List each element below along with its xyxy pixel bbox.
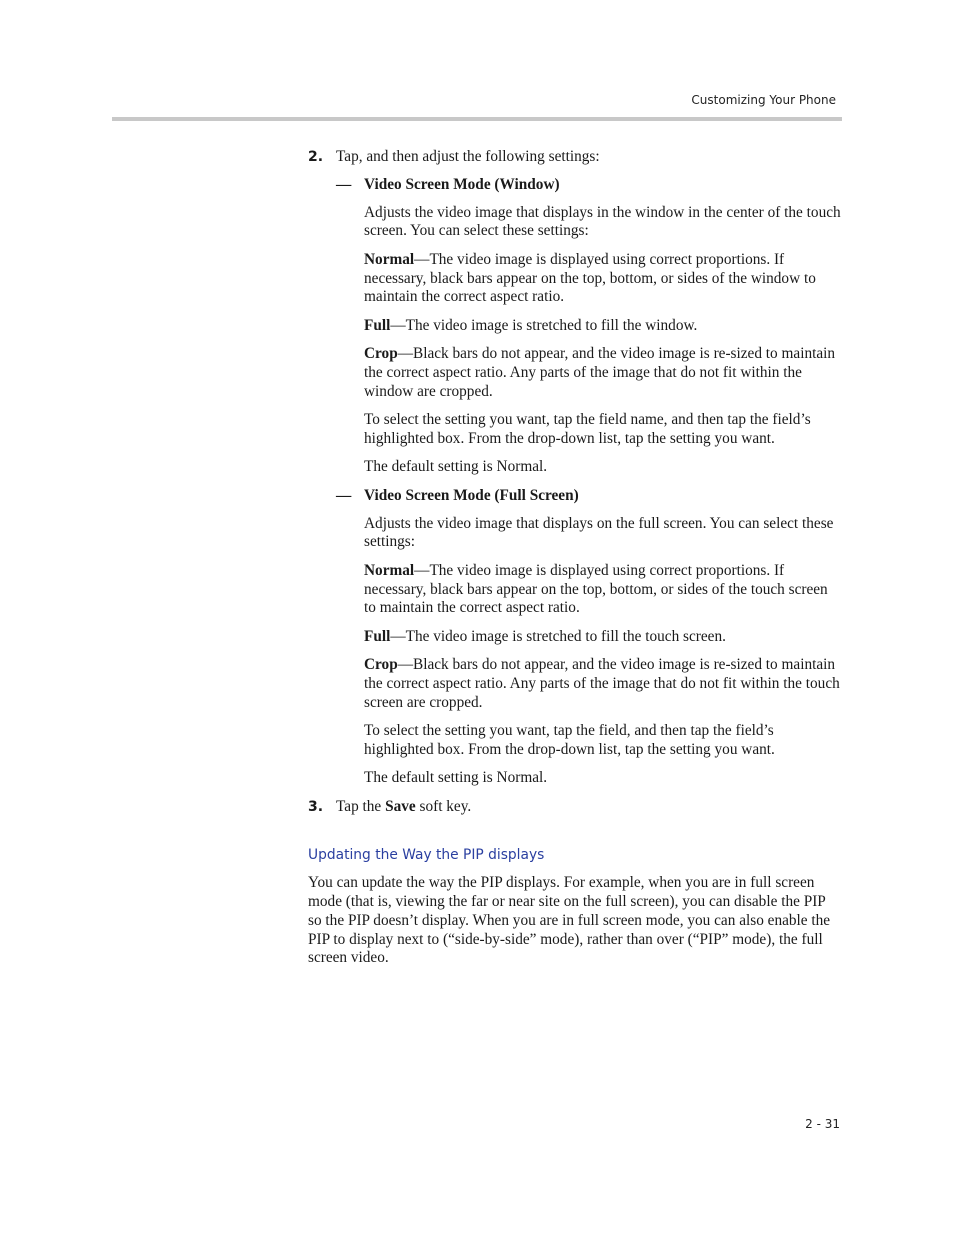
header-rule — [112, 117, 842, 121]
step-3 — [308, 798, 842, 817]
save-key-label: Save — [385, 797, 416, 815]
step-text-post: soft key. — [415, 797, 472, 815]
step-text-pre: Tap the — [336, 797, 386, 815]
window-normal — [364, 251, 842, 307]
fullscreen-intro: Adjusts the video image that displays on the full screen. You can select these settings: — [364, 514, 834, 551]
step-number: 2. — [308, 149, 324, 165]
fullscreen-select: To select the setting you want, tap the field, and then tap the field’s highlighted box. From the drop-down list, tap the setting you want. — [364, 722, 775, 758]
option-desc: —Black bars do not appear, and the video image is re-sized to maintain the correct aspect ratio. Any parts of the image that do not fit within the touch screen are cropped. — [364, 656, 840, 711]
window-full — [364, 317, 842, 336]
em-dash-bullet: — — [336, 486, 352, 504]
subsection-fullscreen — [336, 487, 842, 506]
main-content — [308, 148, 842, 968]
option-desc: —The video image is displayed using correct proportions. If necessary, black bars appear on the top, bottom, or sides of the touch screen to maintain the correct aspect ratio. — [364, 561, 828, 617]
step-2 — [308, 148, 842, 167]
option-desc: —Black bars do not appear, and the video image is re-sized to maintain the correct aspect ratio. Any parts of the image that do not fit within the window are cropped. — [364, 345, 836, 400]
window-crop — [364, 345, 842, 401]
running-header: Customizing Your Phone — [691, 93, 836, 107]
subsection-title: Video Screen Mode (Window) — [364, 175, 560, 193]
option-desc: —The video image is stretched to fill the touch screen. — [390, 627, 726, 645]
em-dash-bullet: — — [336, 175, 352, 193]
option-term: Full — [364, 627, 391, 645]
option-term: Normal — [364, 561, 415, 579]
step-text: Tap, and then adjust the following settings: — [336, 148, 600, 165]
subsection-title: Video Screen Mode (Full Screen) — [364, 486, 579, 504]
fullscreen-normal — [364, 562, 842, 618]
section-heading: Updating the Way the PIP displays — [308, 847, 545, 864]
page-number: 2 - 31 — [805, 1117, 840, 1131]
fullscreen-crop — [364, 656, 842, 712]
option-term: Crop — [364, 345, 398, 363]
section-body: You can update the way the PIP displays. For example, when you are in full screen mode (that is, viewing the far or near site on the full screen), you can disable the PIP so the PIP doesn’t display. When you are in full screen mode, you can also enable the PIP to display next to (“side-by-side” mode), rather than over (“PIP” mode), the full screen video. — [308, 874, 831, 967]
window-intro: Adjusts the video image that displays in the window in the center of the touch screen. You can select these settings: — [364, 203, 841, 240]
step-number: 3. — [308, 798, 324, 815]
option-desc: —The video image is displayed using correct proportions. If necessary, black bars appear on the top, bottom, or sides of the window to maintain the correct aspect ratio. — [364, 250, 816, 306]
option-desc: —The video image is stretched to fill the window. — [390, 316, 698, 334]
subsection-window — [336, 176, 842, 195]
option-term: Normal — [364, 250, 415, 268]
window-default: The default setting is Normal. — [364, 458, 548, 476]
fullscreen-full — [364, 628, 842, 647]
fullscreen-default: The default setting is Normal. — [364, 769, 548, 787]
option-term: Crop — [364, 656, 398, 674]
window-select: To select the setting you want, tap the field name, and then tap the field’s highlighted box. From the drop-down list, tap the setting you want. — [364, 411, 811, 447]
option-term: Full — [364, 316, 391, 334]
